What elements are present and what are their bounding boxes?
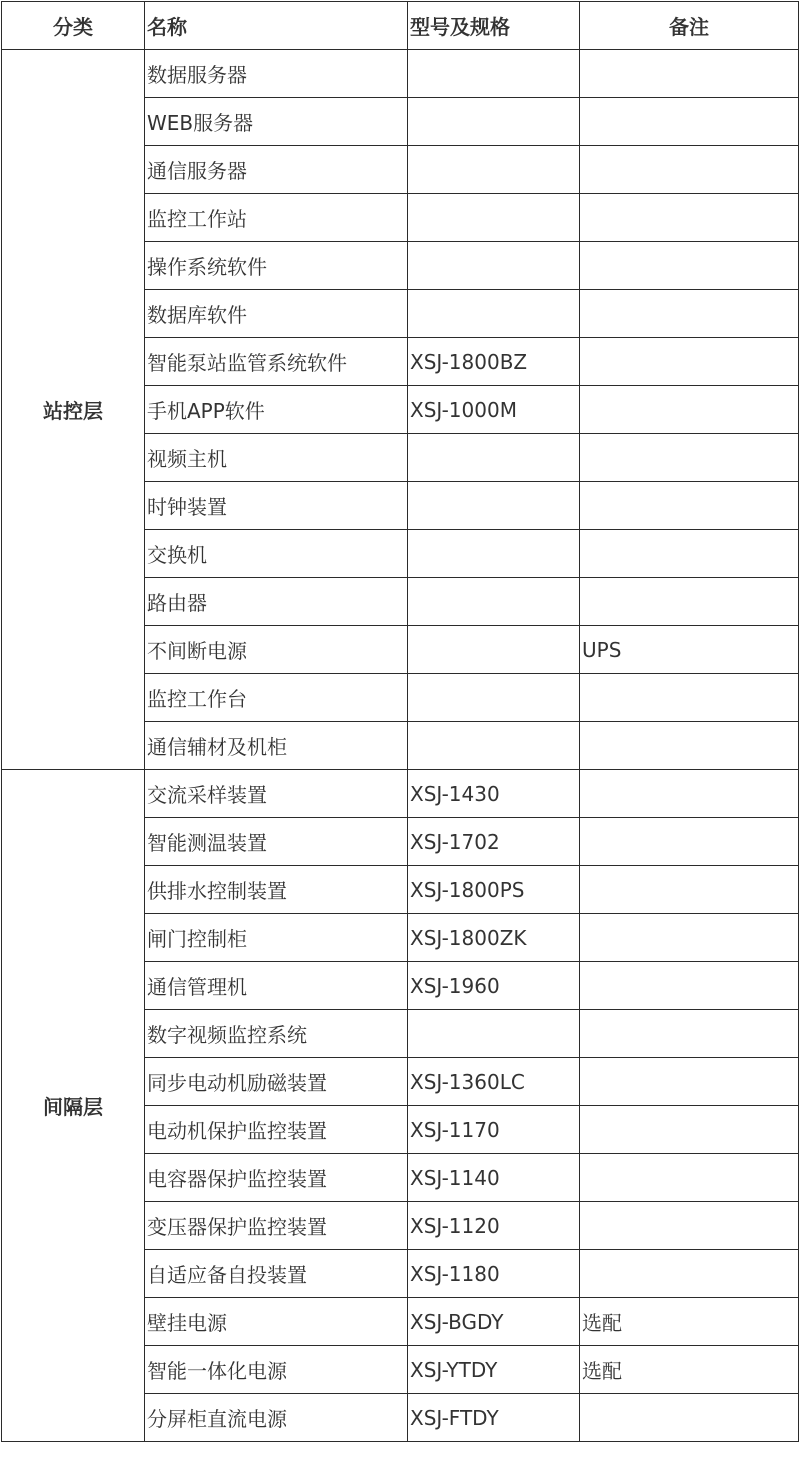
model-cell xyxy=(408,434,580,482)
model-cell xyxy=(408,530,580,578)
name-cell: 智能一体化电源 xyxy=(145,1346,408,1394)
note-cell xyxy=(580,1202,799,1250)
name-cell: 交流采样装置 xyxy=(145,770,408,818)
name-cell: 视频主机 xyxy=(145,434,408,482)
table-row xyxy=(2,50,799,98)
model-cell xyxy=(408,242,580,290)
model-cell: XSJ-1360LC xyxy=(408,1058,580,1106)
name-cell: 监控工作台 xyxy=(145,674,408,722)
note-cell xyxy=(580,98,799,146)
model-cell xyxy=(408,50,580,98)
model-cell: XSJ-1800ZK xyxy=(408,914,580,962)
model-cell xyxy=(408,722,580,770)
note-cell xyxy=(580,1250,799,1298)
header-row xyxy=(2,2,799,50)
model-cell xyxy=(408,146,580,194)
name-cell: 手机APP软件 xyxy=(145,386,408,434)
name-cell: 数据库软件 xyxy=(145,290,408,338)
name-cell: 数字视频监控系统 xyxy=(145,1010,408,1058)
note-cell xyxy=(580,482,799,530)
name-cell: 操作系统软件 xyxy=(145,242,408,290)
name-cell: 电动机保护监控装置 xyxy=(145,1106,408,1154)
name-cell: 交换机 xyxy=(145,530,408,578)
note-cell xyxy=(580,530,799,578)
model-cell xyxy=(408,482,580,530)
note-cell xyxy=(580,50,799,98)
name-cell: 供排水控制装置 xyxy=(145,866,408,914)
model-cell xyxy=(408,194,580,242)
note-cell xyxy=(580,914,799,962)
note-cell xyxy=(580,578,799,626)
category-cell: 站控层 xyxy=(2,50,145,770)
note-cell xyxy=(580,866,799,914)
model-cell: XSJ-1960 xyxy=(408,962,580,1010)
table-body xyxy=(2,50,799,1442)
note-cell xyxy=(580,770,799,818)
model-cell: XSJ-1800BZ xyxy=(408,338,580,386)
name-cell: WEB服务器 xyxy=(145,98,408,146)
name-cell: 闸门控制柜 xyxy=(145,914,408,962)
note-cell xyxy=(580,962,799,1010)
name-cell: 同步电动机励磁装置 xyxy=(145,1058,408,1106)
model-cell: XSJ-1800PS xyxy=(408,866,580,914)
note-cell xyxy=(580,1106,799,1154)
model-cell: XSJ-1140 xyxy=(408,1154,580,1202)
name-cell: 时钟装置 xyxy=(145,482,408,530)
category-cell: 间隔层 xyxy=(2,770,145,1442)
name-cell: 变压器保护监控装置 xyxy=(145,1202,408,1250)
model-cell: XSJ-1702 xyxy=(408,818,580,866)
model-cell: XSJ-1180 xyxy=(408,1250,580,1298)
name-cell: 壁挂电源 xyxy=(145,1298,408,1346)
name-cell: 路由器 xyxy=(145,578,408,626)
name-cell: 监控工作站 xyxy=(145,194,408,242)
model-cell xyxy=(408,290,580,338)
note-cell xyxy=(580,818,799,866)
name-cell: 通信管理机 xyxy=(145,962,408,1010)
name-cell: 分屏柜直流电源 xyxy=(145,1394,408,1442)
name-cell: 智能测温装置 xyxy=(145,818,408,866)
model-cell: XSJ-1000M xyxy=(408,386,580,434)
header-model: 型号及规格 xyxy=(408,2,580,50)
header-name: 名称 xyxy=(145,2,408,50)
model-cell xyxy=(408,98,580,146)
note-cell xyxy=(580,386,799,434)
note-cell: 选配 xyxy=(580,1298,799,1346)
note-cell: UPS xyxy=(580,626,799,674)
note-cell xyxy=(580,338,799,386)
note-cell xyxy=(580,290,799,338)
name-cell: 自适应备自投装置 xyxy=(145,1250,408,1298)
note-cell xyxy=(580,1394,799,1442)
note-cell xyxy=(580,1058,799,1106)
note-cell xyxy=(580,1010,799,1058)
model-cell xyxy=(408,578,580,626)
note-cell xyxy=(580,674,799,722)
note-cell xyxy=(580,722,799,770)
model-cell: XSJ-1430 xyxy=(408,770,580,818)
note-cell xyxy=(580,1154,799,1202)
model-cell xyxy=(408,626,580,674)
name-cell: 智能泵站监管系统软件 xyxy=(145,338,408,386)
model-cell xyxy=(408,674,580,722)
name-cell: 通信辅材及机柜 xyxy=(145,722,408,770)
header-note: 备注 xyxy=(580,2,799,50)
name-cell: 通信服务器 xyxy=(145,146,408,194)
name-cell: 不间断电源 xyxy=(145,626,408,674)
model-cell: XSJ-1120 xyxy=(408,1202,580,1250)
model-cell: XSJ-FTDY xyxy=(408,1394,580,1442)
note-cell xyxy=(580,194,799,242)
note-cell: 选配 xyxy=(580,1346,799,1394)
name-cell: 数据服务器 xyxy=(145,50,408,98)
name-cell: 电容器保护监控装置 xyxy=(145,1154,408,1202)
table-row xyxy=(2,770,799,818)
note-cell xyxy=(580,146,799,194)
equipment-table xyxy=(1,1,799,1442)
model-cell xyxy=(408,1010,580,1058)
note-cell xyxy=(580,242,799,290)
note-cell xyxy=(580,434,799,482)
header-category: 分类 xyxy=(2,2,145,50)
model-cell: XSJ-1170 xyxy=(408,1106,580,1154)
model-cell: XSJ-YTDY xyxy=(408,1346,580,1394)
model-cell: XSJ-BGDY xyxy=(408,1298,580,1346)
